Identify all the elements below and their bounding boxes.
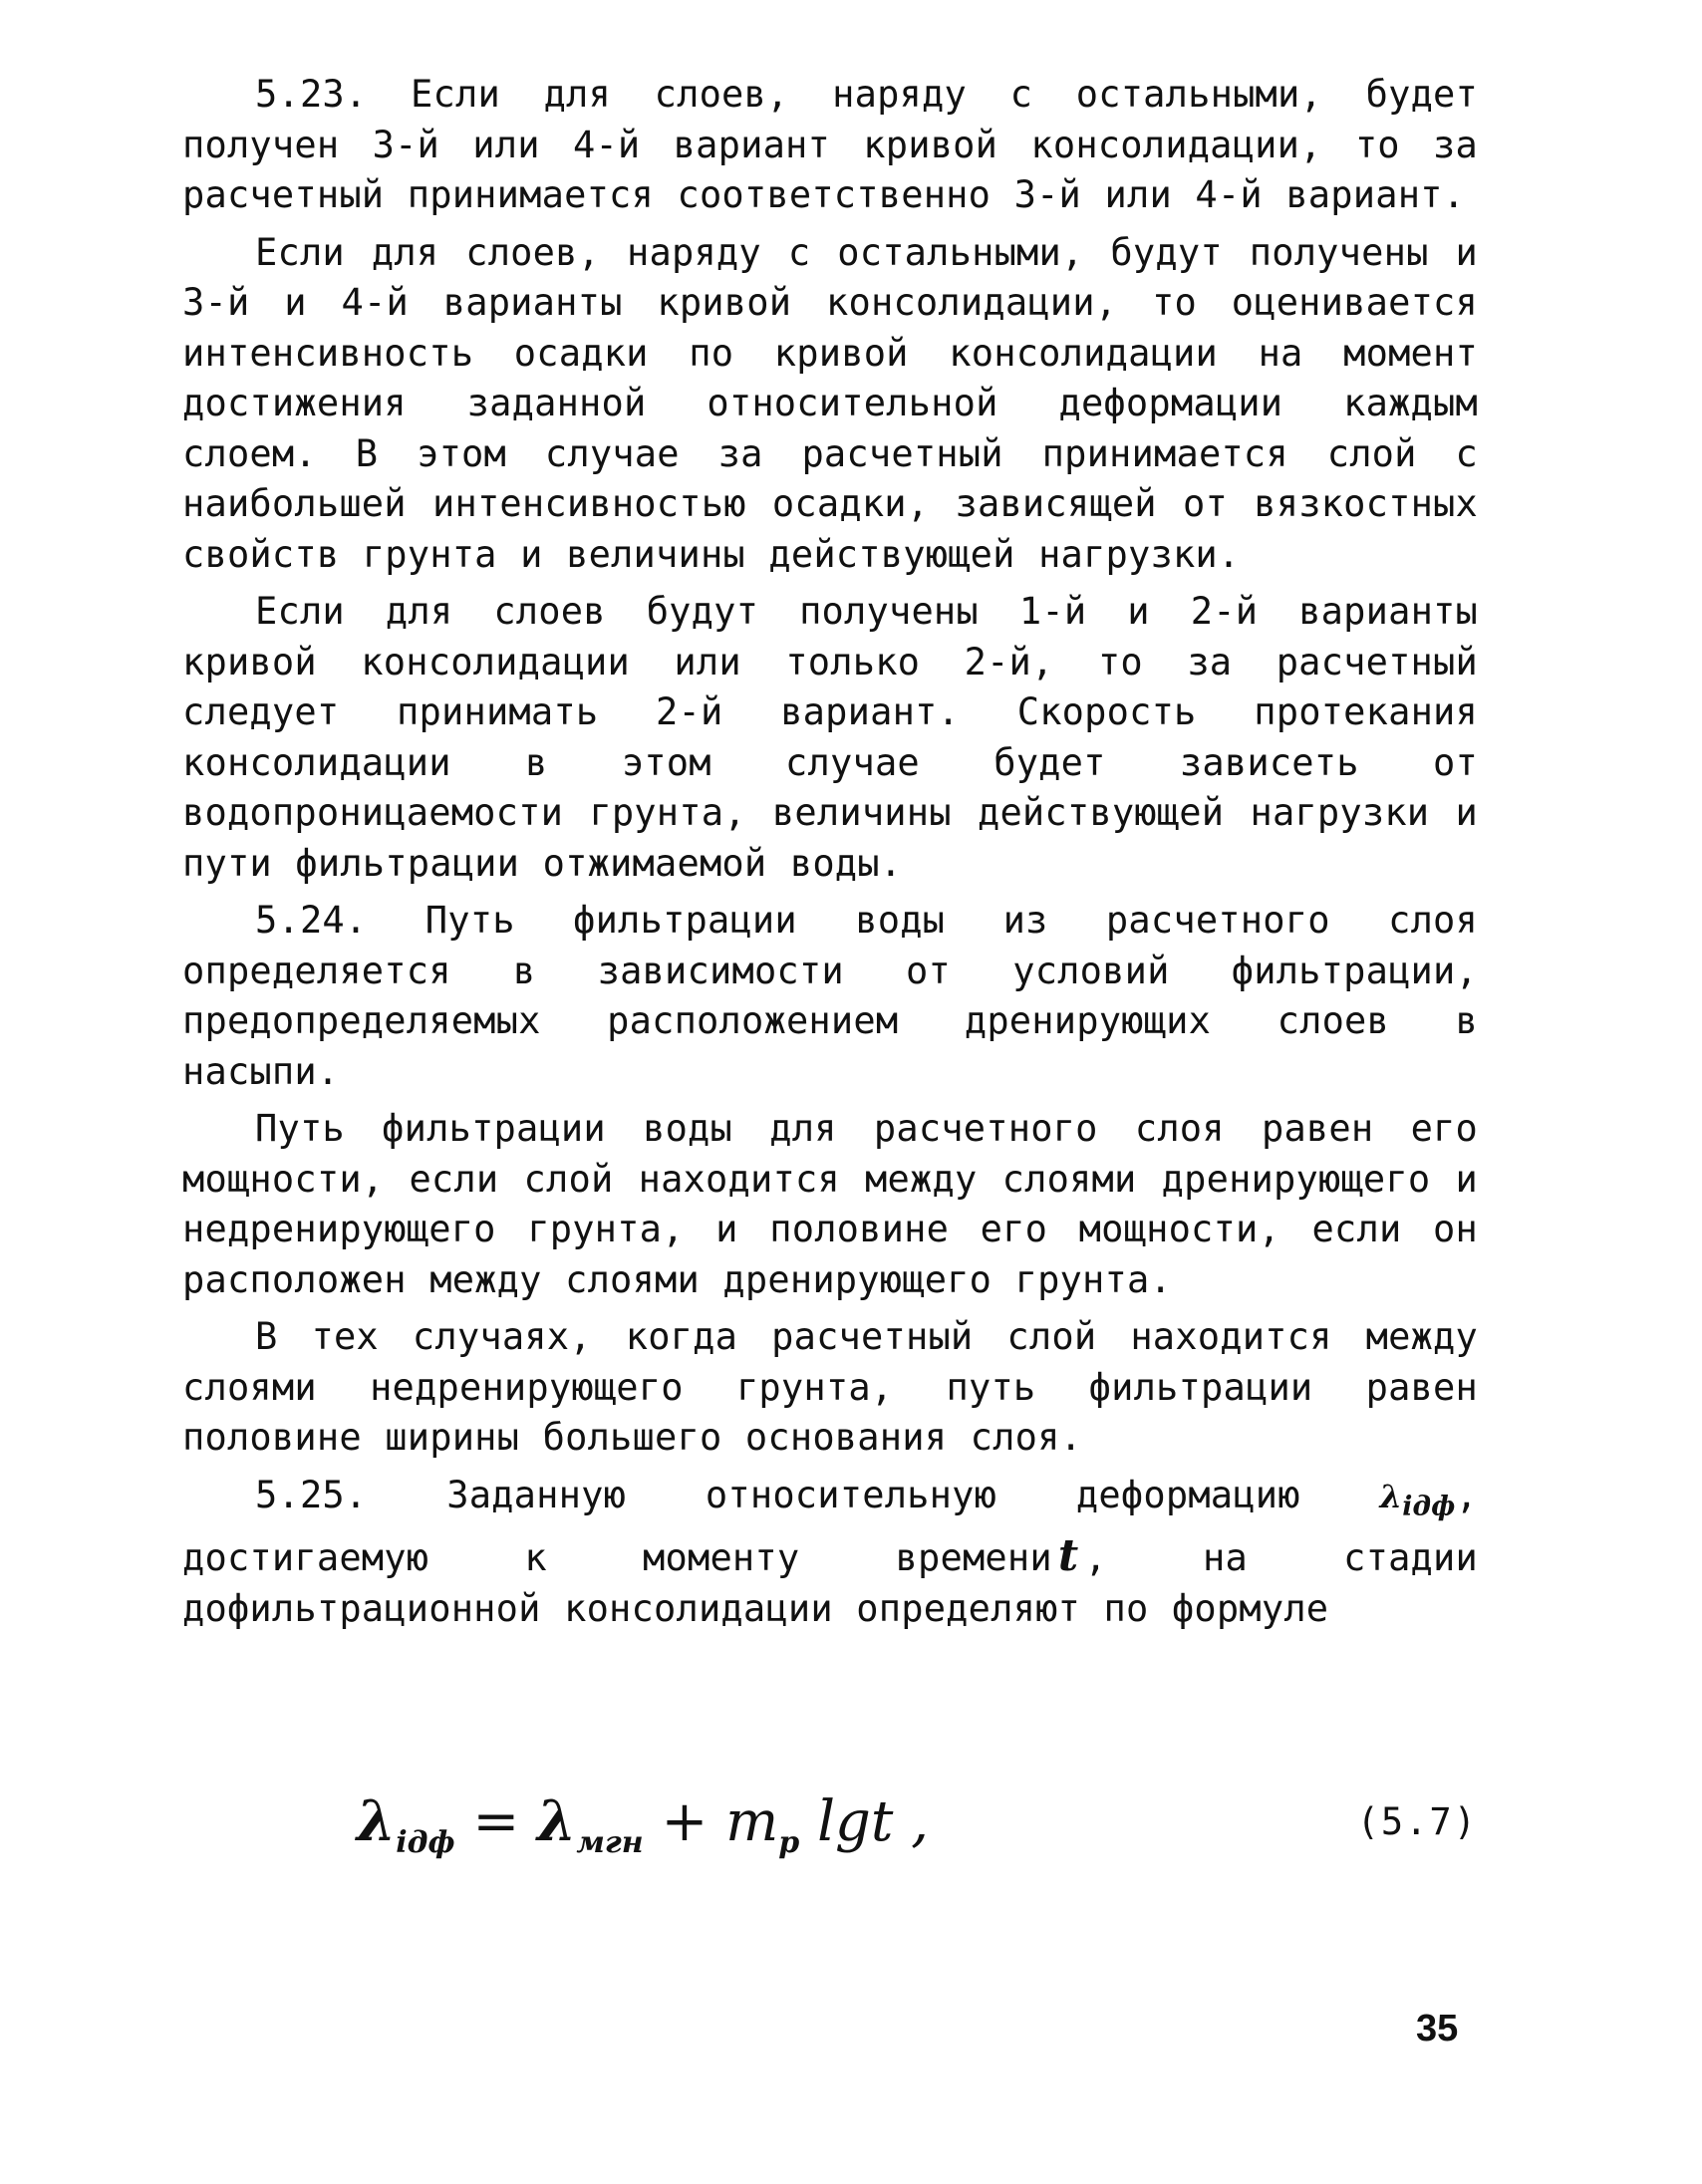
paragraph-5-25-end: , на стадии дофильтрационной консолидации определяют по формуле bbox=[182, 1536, 1478, 1630]
deformation-symbol: $\lambda_{iдф}$ bbox=[1379, 1477, 1456, 1521]
formula-5-7 bbox=[182, 1788, 1478, 1878]
formula-expression: $\lambda_{iдф} = \lambda_{мгн} + m_р$ lgt , bbox=[357, 1788, 929, 1860]
time-symbol: t bbox=[1057, 1530, 1079, 1582]
document-page bbox=[182, 70, 1478, 1641]
paragraph-filtration-path: Путь фильтрации воды для расчетного слоя равен его мощности, если слой находится между слоями дренирующего и недренирующего грунта, и половине его мощности, если он расположен между слоями дренирующего грунта. bbox=[182, 1107, 1478, 1301]
paragraph-5-25-middle: , достигаемую к моменту времени bbox=[182, 1473, 1478, 1580]
paragraph-5-24: 5.24. Путь фильтрации воды из расчетного слоя определяется в зависимости от условий фильтрации, предопределяемых расположением дренирующих слоев в насыпи. bbox=[182, 899, 1478, 1093]
paragraph-variants-1-2: Если для слоев будут получены 1-й и 2-й варианты кривой консолидации или только 2-й, то за расчетный следует принимать 2-й вариант. Скорость протекания консолидации в этом случае будет зависеть от водопроницаемости грунта, величины действующей нагрузки и пути фильтрации отжимаемой воды. bbox=[182, 590, 1478, 885]
paragraph-variants-3-4: Если для слоев, наряду с остальными, будут получены и 3-й и 4-й варианты кривой консолидации, то оценивается интенсивность осадки по кривой консолидации на момент достижения заданной относительной деформации каждым слоем. В этом случае за расчетный принимается слой с наибольшей интенсивностью осадки, зависящей от вязкостных свойств грунта и величины действующей нагрузки. bbox=[182, 230, 1478, 576]
paragraph-5-25 bbox=[182, 1471, 1478, 1635]
paragraph-5-25-start: 5.25. Заданную относительную деформацию bbox=[255, 1473, 1380, 1516]
paragraph-5-23: 5.23. Если для слоев, наряду с остальными, будет получен 3-й или 4-й вариант кривой консолидации, то за расчетный принимается соответственно 3-й или 4-й вариант. bbox=[182, 73, 1478, 216]
paragraph-non-draining: В тех случаях, когда расчетный слой находится между слоями недренирующего грунта, путь фильтрации равен половине ширины большего основания слоя. bbox=[182, 1315, 1478, 1459]
equation-number: (5.7) bbox=[1356, 1800, 1478, 1843]
page-number: 35 bbox=[1416, 2008, 1459, 2049]
